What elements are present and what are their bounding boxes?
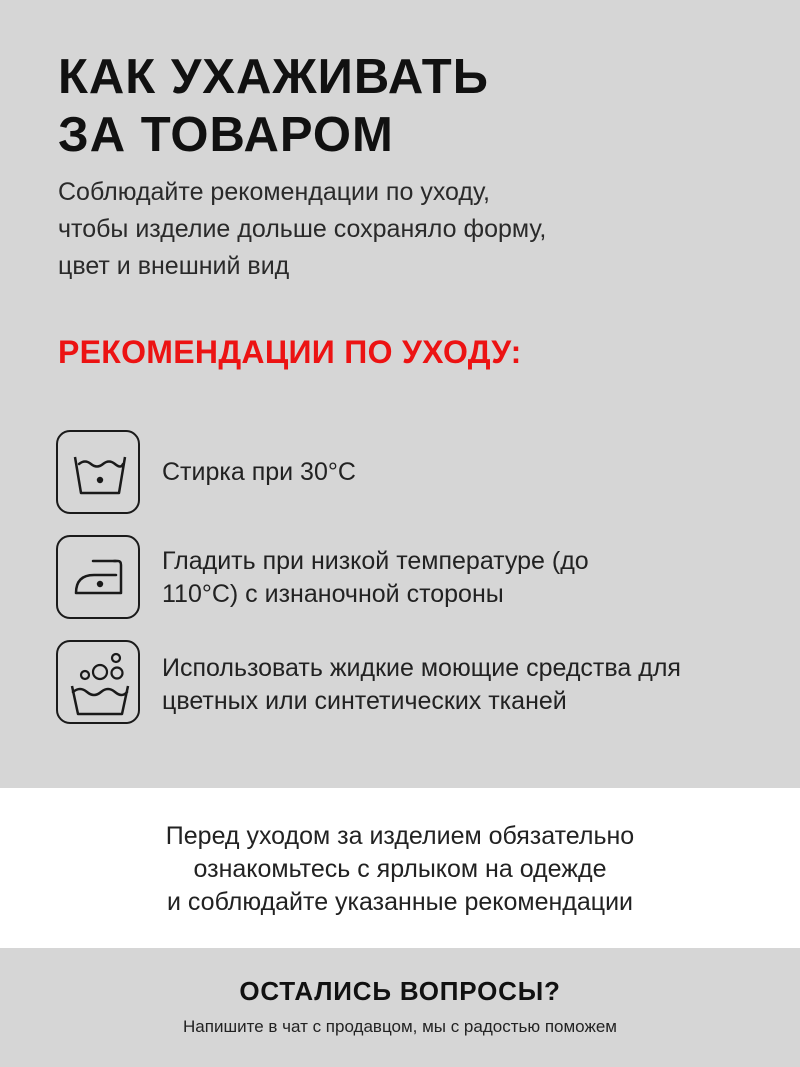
- notice-line-2: ознакомьтесь с ярлыком на одежде: [193, 855, 607, 883]
- footer-subtitle: Напишите в чат с продавцом, мы с радостью поможем: [183, 1017, 617, 1036]
- label-notice: [0, 788, 800, 948]
- subtitle-line-2: чтобы изделие дольше сохраняло форму,: [58, 215, 547, 243]
- subtitle-line-1: Соблюдайте рекомендации по уходу,: [58, 178, 490, 206]
- questions-footer: [0, 948, 800, 1067]
- care-item-line: цветных или синтетических тканей: [162, 687, 567, 715]
- care-item-wash: [56, 430, 776, 518]
- footer-title: ОСТАЛИСЬ ВОПРОСЫ?: [239, 976, 561, 1006]
- title-line-1: КАК УХАЖИВАТЬ: [58, 50, 489, 104]
- care-item-text: [162, 456, 772, 489]
- care-item-line: 110°С) с изнаночной стороны: [162, 580, 504, 608]
- care-item-line: Использовать жидкие моющие средства для: [162, 654, 681, 682]
- notice-line-3: и соблюдайте указанные рекомендации: [166, 888, 634, 916]
- liquid-detergent-icon: [56, 640, 140, 724]
- page-subtitle: [58, 174, 758, 285]
- care-item-line: Гладить при низкой температуре (до: [162, 547, 589, 575]
- notice-line-1: Перед уходом за изделием обязательно: [165, 822, 635, 850]
- care-item-detergent: [56, 640, 776, 728]
- care-item-text: [162, 545, 772, 611]
- notice-text: [0, 820, 800, 919]
- care-item-text: [162, 652, 772, 718]
- iron-low-icon: [56, 535, 140, 619]
- care-section-title: РЕКОМЕНДАЦИИ ПО УХОДУ:: [58, 334, 522, 370]
- care-item-iron: [56, 535, 776, 623]
- title-line-2: ЗА ТОВАРОМ: [58, 108, 394, 162]
- page-title: [58, 48, 758, 164]
- wash-30-icon: [56, 430, 140, 514]
- subtitle-line-3: цвет и внешний вид: [58, 252, 290, 280]
- care-item-line: Стирка при 30°С: [162, 458, 356, 486]
